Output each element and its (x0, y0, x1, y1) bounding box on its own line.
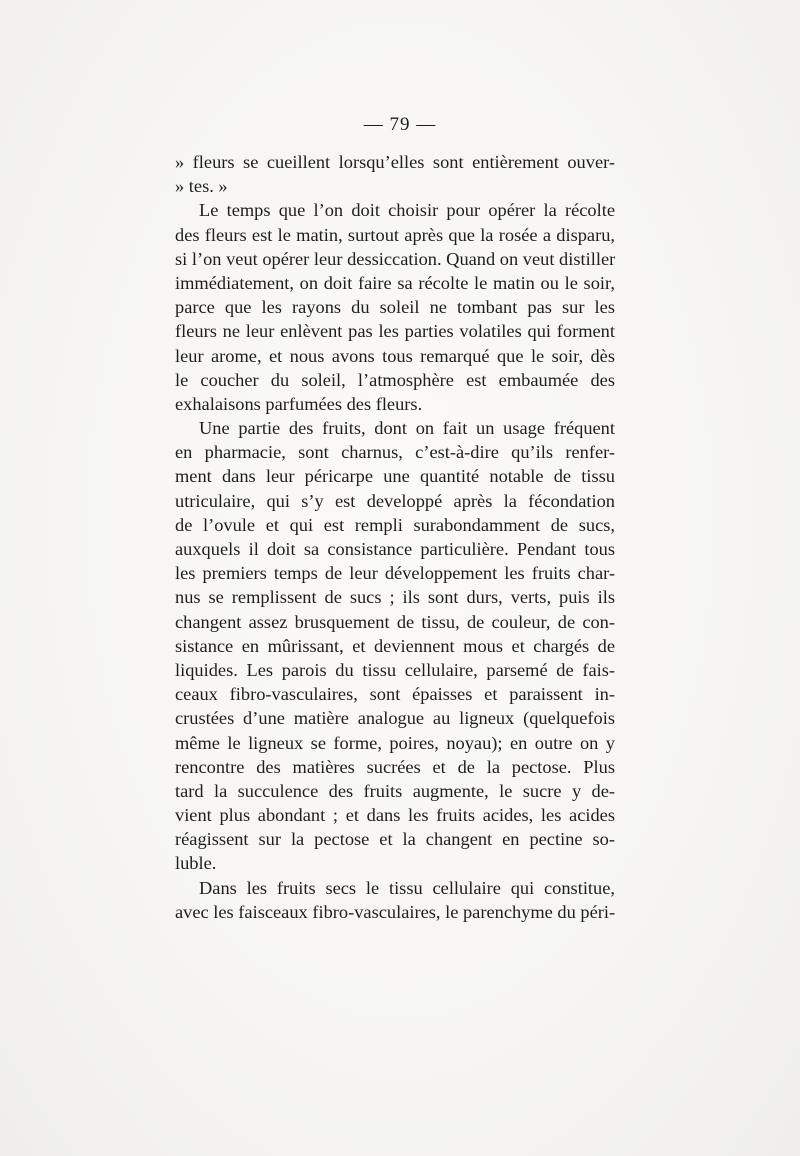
text-line: des fleurs est le matin, surtout après que la rosée a disparu, (175, 224, 615, 245)
text-line: ment dans leur péricarpe une quantité notable de tissu (175, 466, 615, 487)
text-line: Le temps que l’on doit choisir pour opérer la récolte (199, 200, 615, 221)
text-line: utriculaire, qui s’y est developpé après la fécondation (175, 490, 615, 511)
text-line: le coucher du soleil, l’atmosphère est embaumée des (175, 369, 615, 390)
text-line: tard la succulence des fruits augmente, le sucre y de- (175, 780, 615, 801)
text-line: Dans les fruits secs le tissu cellulaire qui constitue, (199, 877, 615, 898)
text-line: réagissent sur la pectose et la changent en pectine so- (175, 829, 615, 850)
text-line: ceaux fibro-vasculaires, sont épaisses et paraissent in- (175, 684, 615, 705)
text-line: les premiers temps de leur développement les fruits char- (175, 563, 615, 584)
text-line: en pharmacie, sont charnus, c’est-à-dire qu’ils renfer- (175, 442, 615, 463)
text-line: Une partie des fruits, dont on fait un usage fréquent (199, 418, 615, 439)
page-number: — 79 — (363, 114, 437, 135)
text-line: avec les faisceaux fibro-vasculaires, le parenchyme du péri- (175, 901, 616, 922)
text-line: » tes. » (175, 176, 228, 197)
text-line: leur arome, et nous avons tous remarqué que le soir, dès (175, 345, 615, 366)
text-line: nus se remplissent de sucs ; ils sont durs, verts, puis ils (175, 587, 615, 608)
text-line: liquides. Les parois du tissu cellulaire, parsemé de fais- (175, 659, 615, 680)
text-line: immédiatement, on doit faire sa récolte le matin ou le soir, (175, 272, 615, 293)
body-text (175, 150, 615, 924)
text-line: parce que les rayons du soleil ne tombant pas sur les (175, 297, 615, 318)
text-line: vient plus abondant ; et dans les fruits acides, les acides (175, 805, 615, 826)
text-line: fleurs ne leur enlèvent pas les parties volatiles qui forment (175, 321, 615, 342)
text-line: de l’ovule et qui est rempli surabondamment de sucs, (175, 514, 615, 535)
text-line: changent assez brusquement de tissu, de couleur, de con- (175, 611, 615, 632)
text-line: si l’on veut opérer leur dessiccation. Quand on veut distiller (175, 248, 616, 269)
text-line: exhalaisons parfumées des fleurs. (175, 393, 423, 414)
text-line: sistance en mûrissant, et deviennent mous et chargés de (175, 635, 615, 656)
text-line: luble. (175, 853, 217, 874)
text-line: crustées d’une matière analogue au ligneux (quelquefois (175, 708, 615, 729)
text-line: » fleurs se cueillent lorsqu’elles sont entièrement ouver- (175, 152, 615, 172)
text-line: même le ligneux se forme, poires, noyau); en outre on y (175, 732, 615, 753)
text-line: rencontre des matières sucrées et de la pectose. Plus (175, 756, 615, 777)
text-line: auxquels il doit sa consistance particulière. Pendant tous (175, 539, 615, 559)
